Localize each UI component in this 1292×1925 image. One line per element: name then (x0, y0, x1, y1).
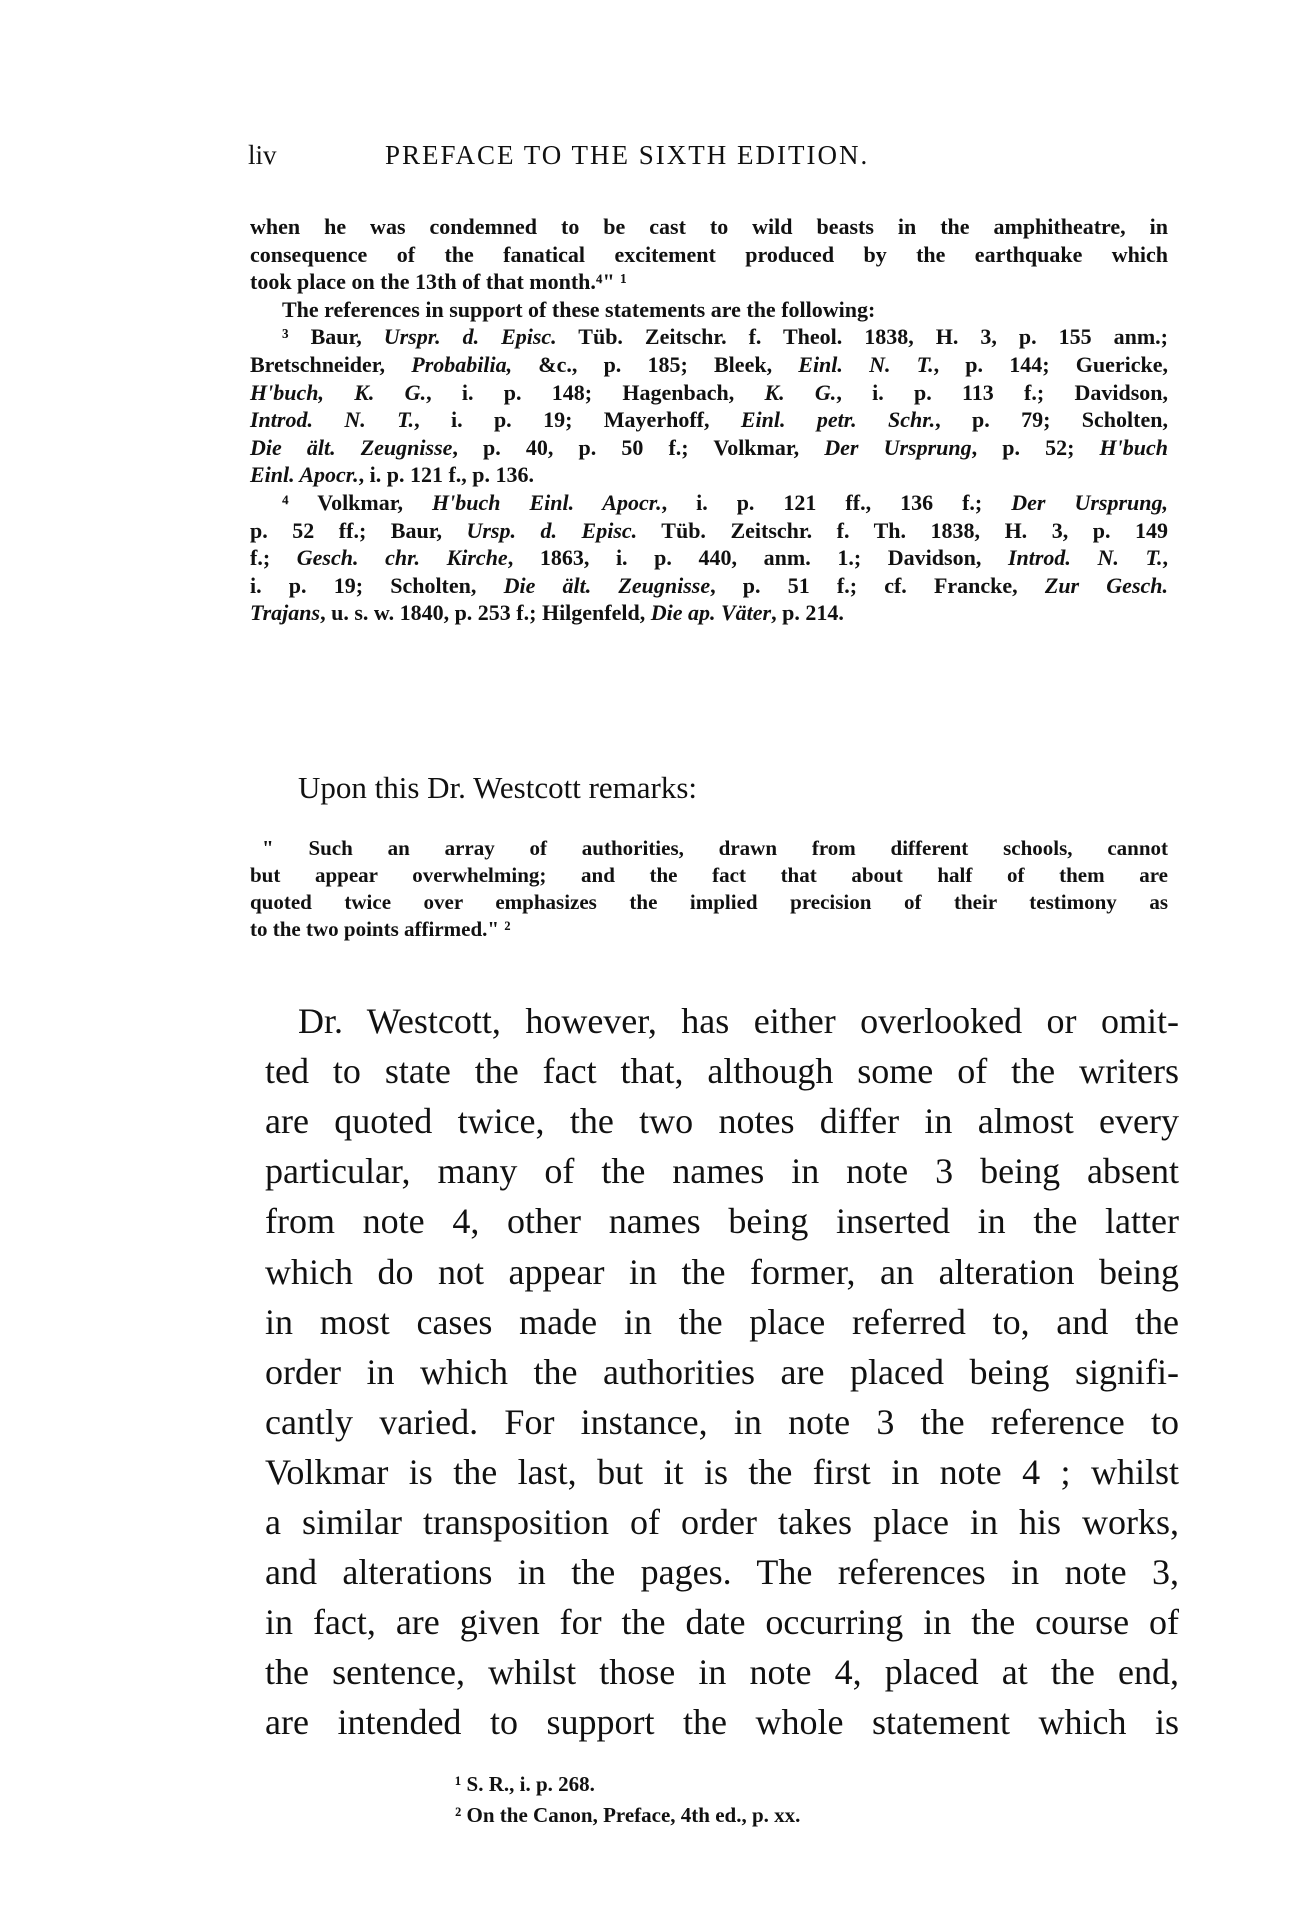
note-3-line (250, 352, 1168, 378)
italic-text: Trajans (250, 600, 321, 626)
text: particular, many of the names in note 3 being absent (265, 1151, 1179, 1192)
text: but appear overwhelming; and the fact that about half of them are (250, 863, 1168, 887)
text: Tüb. Zeitschr. f. Theol. 1838, H. 3, p. 155 anm.; (556, 324, 1168, 350)
text: in most cases made in the place referred to, and the (265, 1301, 1179, 1342)
text: which do not appear in the former, an alteration being (265, 1251, 1179, 1292)
italic-text: Introd. N. T. (250, 407, 415, 433)
text: and alterations in the pages. The references in note 3, (265, 1552, 1179, 1593)
text: , 1863, i. p. 440, anm. 1.; Davidson, (507, 545, 1008, 571)
italic-text: Die ält. Zeugnisse (503, 572, 711, 598)
note-3-line (282, 324, 1168, 350)
text: when he was condemned to be cast to wild beasts in the amphitheatre, in (250, 214, 1168, 239)
text: ted to state the fact that, although some of the writers (265, 1051, 1179, 1092)
footnote-2: ² On the Canon, Preface, 4th ed., p. xx. (455, 1803, 801, 1827)
note-4-line (250, 573, 1168, 599)
paragraph-line (265, 1701, 1179, 1743)
italic-text: Einl. Apocr. (250, 462, 359, 488)
page-number: liv (248, 140, 277, 170)
quote-line (250, 917, 1168, 942)
paragraph-line (265, 1601, 1179, 1643)
text: The references in support of these statements are the following: (282, 296, 876, 322)
italic-text: Die ap. Väter (650, 600, 772, 626)
note-3-line (250, 462, 1168, 488)
text: ³ Baur, (282, 324, 384, 350)
note-4-line (250, 600, 1168, 626)
text: from note 4, other names being inserted in the latter (265, 1201, 1179, 1242)
italic-text: H'buch (1099, 434, 1169, 460)
text: in fact, are given for the date occurring in the course of (265, 1602, 1179, 1643)
paragraph-line (265, 1351, 1179, 1393)
text: , i. p. 121 ff., 136 f.; (661, 490, 1012, 515)
paragraph-line (298, 1000, 1179, 1042)
text: cantly varied. For instance, in note 3 the reference to (265, 1401, 1179, 1442)
text: ⁴ Volkmar, (282, 490, 432, 515)
body-line (250, 269, 1168, 295)
italic-text: Gesch. chr. Kirche (296, 545, 508, 571)
italic-text: K. G. (764, 379, 837, 405)
note-4-line (250, 545, 1168, 571)
text: order in which the authorities are placed being signifi- (265, 1351, 1179, 1392)
italic-text: Probabilia, (411, 352, 513, 377)
text: consequence of the fanatical excitement produced by the earthquake which (250, 241, 1168, 267)
italic-text: Die ält. Zeugnisse (250, 434, 453, 460)
text: , u. s. w. 1840, p. 253 f.; Hilgenfeld, (320, 600, 651, 626)
text: , i. p. 19; Mayerhoff, (414, 407, 741, 433)
note-3-line (250, 435, 1168, 461)
text: Bretschneider, (250, 352, 412, 377)
paragraph-line (265, 1551, 1179, 1593)
text: , i. p. 121 f., p. 136. (358, 462, 535, 488)
quote-line (262, 836, 1168, 861)
italic-text: H'buch, K. G. (250, 379, 427, 405)
paragraph-line (265, 1651, 1179, 1693)
text: &c., p. 185; Bleek, (512, 352, 799, 377)
paragraph-line (265, 1050, 1179, 1092)
italic-text: Einl. N. T. (798, 352, 934, 377)
text: Tüb. Zeitschr. f. Th. 1838, H. 3, p. 149 (637, 517, 1168, 543)
references-intro (282, 297, 1168, 323)
text: , p. 144; Guericke, (933, 352, 1168, 377)
text: , i. p. 113 f.; Davidson, (836, 379, 1168, 405)
text: a similar transposition of order takes place in his works, (265, 1502, 1179, 1542)
text: , p. 79; Scholten, (935, 407, 1168, 433)
italic-text: Ursp. d. Episc. (466, 517, 638, 543)
italic-text: H'buch Einl. Apocr. (432, 490, 662, 515)
footnote-1: ¹ S. R., i. p. 268. (455, 1772, 595, 1796)
text: , p. 40, p. 50 f.; Volkmar, (452, 434, 825, 460)
text: to the two points affirmed." ² (250, 917, 511, 941)
text: quoted twice over emphasizes the implied precision of their testimony as (250, 890, 1168, 914)
text: took place on the 13th of that month.⁴" ¹ (250, 269, 627, 295)
paragraph-line (265, 1100, 1179, 1142)
paragraph-line (265, 1301, 1179, 1343)
italic-text: Introd. N. T. (1007, 545, 1163, 571)
text: f.; (250, 545, 297, 571)
italic-text: Urspr. d. Episc. (383, 324, 557, 350)
italic-text: Der Ursprung, (1011, 490, 1168, 515)
text: , p. 51 f.; cf. Francke, (710, 572, 1045, 598)
paragraph-line (265, 1150, 1179, 1192)
note-4-line (250, 518, 1168, 544)
paragraph-line (265, 1251, 1179, 1293)
note-3-line (250, 380, 1168, 406)
running-title: PREFACE TO THE SIXTH EDITION. (385, 140, 870, 170)
italic-text: Der Ursprung (824, 434, 972, 460)
paragraph-line (265, 1200, 1179, 1242)
text: are quoted twice, the two notes differ in almost every (265, 1101, 1179, 1142)
text: " Such an array of authorities, drawn from different schools, cannot (262, 836, 1168, 860)
paragraph-line (265, 1401, 1179, 1443)
body-line (250, 214, 1168, 240)
section-lead: Upon this Dr. Westcott remarks: (298, 770, 698, 805)
text: , p. 52; (971, 434, 1100, 460)
italic-text: Zur Gesch. (1044, 572, 1169, 598)
italic-text: Einl. petr. Schr. (740, 407, 936, 433)
note-4-line (282, 490, 1168, 516)
text: , i. p. 148; Hagenbach, (426, 379, 765, 405)
text: are intended to support the whole statement which is (265, 1702, 1179, 1743)
text: p. 52 ff.; Baur, (250, 517, 467, 543)
note-3-line (250, 407, 1168, 433)
body-line (250, 242, 1168, 268)
paragraph-line (265, 1451, 1179, 1493)
text: i. p. 19; Scholten, (250, 572, 504, 598)
text: Volkmar is the last, but it is the first in note 4 ; whilst (265, 1451, 1179, 1492)
quote-line (250, 890, 1168, 915)
text: the sentence, whilst those in note 4, placed at the end, (265, 1652, 1179, 1693)
quote-line (250, 863, 1168, 888)
text: , (1162, 545, 1168, 571)
text: , p. 214. (771, 600, 844, 626)
paragraph-line (265, 1501, 1179, 1543)
text: Dr. Westcott, however, has either overlooked or omit- (298, 1001, 1179, 1041)
